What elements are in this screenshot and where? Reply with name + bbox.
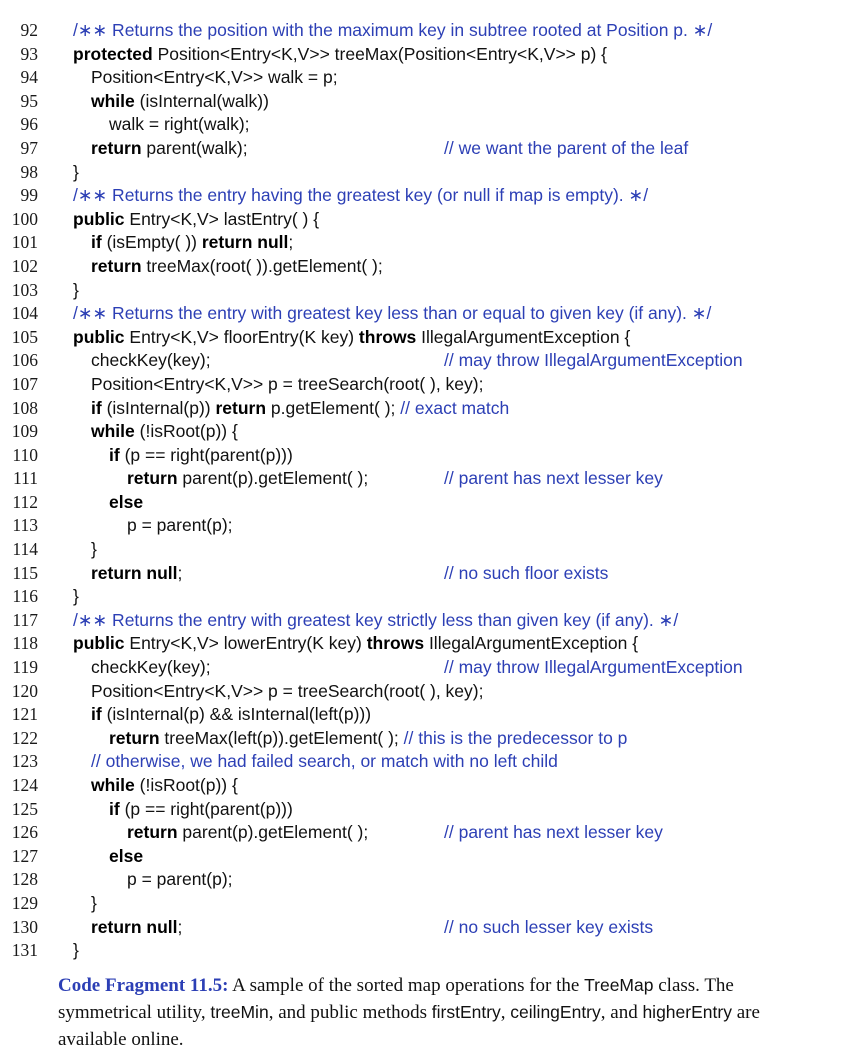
keyword: while	[91, 421, 135, 442]
code-line	[0, 91, 861, 115]
keyword: return	[91, 255, 142, 276]
comment: // exact match	[400, 397, 510, 418]
line-number: 116	[12, 586, 38, 607]
line-number: 93	[20, 43, 38, 64]
caption-text: , and public methods	[268, 1002, 432, 1023]
keyword: return	[127, 822, 178, 843]
caption-text: ,	[500, 1002, 511, 1023]
line-number: 102	[11, 255, 38, 276]
line-number: 123	[11, 751, 38, 772]
code-line	[0, 940, 861, 964]
code-text	[109, 799, 293, 820]
code-line	[0, 633, 861, 657]
line-number: 120	[11, 680, 38, 701]
keyword: return null	[91, 916, 178, 937]
code-text	[91, 539, 97, 560]
caption-text: are available online.	[58, 1002, 760, 1050]
caption-util-name: treeMin	[210, 1002, 269, 1022]
keyword: public	[73, 633, 125, 654]
code-token: treeMax(left(p)).getElement( );	[159, 727, 404, 748]
code-line	[0, 209, 861, 233]
line-number: 131	[11, 940, 38, 961]
code-line	[0, 468, 861, 492]
code-line	[0, 256, 861, 280]
code-text	[91, 374, 483, 395]
line-number: 114	[12, 539, 38, 560]
keyword: return null	[201, 232, 289, 253]
code-line	[0, 232, 861, 256]
code-line	[0, 775, 861, 799]
line-number: 117	[12, 609, 38, 630]
code-text	[91, 67, 338, 88]
caption-text: A sample of the sorted map operations for the	[228, 975, 585, 996]
line-number: 107	[11, 373, 38, 394]
code-line	[0, 893, 861, 917]
code-token: ;	[288, 232, 294, 253]
code-text	[91, 91, 269, 112]
code-line	[0, 563, 861, 587]
code-line	[0, 846, 861, 870]
line-number: 126	[11, 822, 38, 843]
code-text	[91, 751, 558, 772]
keyword: return null	[91, 562, 178, 583]
line-number: 119	[12, 657, 38, 678]
code-text	[91, 350, 211, 371]
code-token: p.getElement( );	[266, 397, 401, 418]
code-text	[73, 940, 79, 961]
code-line	[0, 114, 861, 138]
code-line	[0, 445, 861, 469]
keyword: throws	[358, 326, 417, 347]
line-number: 99	[20, 185, 38, 206]
code-text	[91, 421, 238, 442]
code-line	[0, 67, 861, 91]
line-number: 118	[12, 633, 38, 654]
keyword: return	[109, 727, 160, 748]
code-text	[91, 775, 238, 796]
code-line	[0, 657, 861, 681]
code-text	[109, 445, 293, 466]
code-token: }	[73, 279, 79, 300]
code-line	[0, 610, 861, 634]
code-line	[0, 327, 861, 351]
code-token: treeMax(root( )).getElement( );	[141, 255, 383, 276]
trailing-comment: // may throw IllegalArgumentException	[444, 657, 743, 678]
code-text	[91, 232, 293, 253]
line-number: 127	[11, 845, 38, 866]
code-token: p = parent(p);	[127, 515, 233, 536]
code-token: Position<Entry<K,V>> treeMax(Position<Entry<K,V>> p) {	[152, 43, 608, 64]
code-token: ;	[177, 562, 183, 583]
comment: // this is the predecessor to p	[403, 727, 628, 748]
code-token: (isInternal(walk))	[134, 90, 269, 111]
code-line	[0, 539, 861, 563]
keyword: return	[127, 468, 178, 489]
code-token: (p == right(parent(p)))	[119, 444, 293, 465]
code-text	[91, 256, 383, 277]
line-number: 98	[20, 161, 38, 182]
code-line	[0, 917, 861, 941]
code-line	[0, 185, 861, 209]
keyword: while	[91, 775, 135, 795]
line-number: 97	[20, 137, 38, 158]
code-token: Position<Entry<K,V>> p = treeSearch(root( ), key);	[91, 373, 484, 394]
code-token: (isEmpty( ))	[101, 232, 202, 253]
code-token: parent(walk);	[141, 137, 248, 158]
code-line	[0, 162, 861, 186]
code-token: IllegalArgumentException {	[424, 633, 639, 654]
code-line	[0, 138, 861, 162]
line-number: 128	[11, 869, 38, 890]
code-text	[73, 303, 711, 324]
comment: /∗∗ Returns the position with the maximum key in subtree rooted at Position p. ∗/	[73, 20, 713, 40]
code-line	[0, 374, 861, 398]
comment: /∗∗ Returns the entry with greatest key strictly less than given key (if any). ∗/	[73, 609, 679, 630]
code-line	[0, 398, 861, 422]
keyword: protected	[73, 43, 153, 64]
code-text	[109, 492, 143, 513]
code-line	[0, 421, 861, 445]
keyword: return	[91, 137, 142, 158]
code-line	[0, 869, 861, 893]
line-number: 110	[12, 444, 38, 465]
code-text	[91, 917, 182, 938]
line-number: 130	[11, 916, 38, 937]
code-text	[91, 681, 483, 702]
trailing-comment: // may throw IllegalArgumentException	[444, 350, 743, 371]
line-number: 95	[20, 90, 38, 111]
caption-title: Code Fragment 11.5:	[58, 975, 229, 996]
keyword: public	[73, 326, 125, 347]
code-line	[0, 350, 861, 374]
keyword: throws	[366, 633, 425, 654]
code-text	[91, 138, 248, 159]
code-token: p = parent(p);	[127, 869, 233, 890]
code-text	[91, 704, 371, 725]
code-text	[109, 846, 143, 867]
code-text	[127, 822, 368, 843]
line-number: 112	[12, 491, 38, 512]
code-text	[73, 633, 638, 654]
caption-method-name: firstEntry	[431, 1002, 501, 1022]
code-token: checkKey(key);	[91, 657, 211, 678]
code-line	[0, 586, 861, 610]
line-number: 108	[11, 397, 38, 418]
code-line	[0, 492, 861, 516]
code-token: parent(p).getElement( );	[177, 468, 369, 489]
code-text	[127, 515, 233, 536]
code-line	[0, 681, 861, 705]
code-token: (!isRoot(p)) {	[134, 775, 238, 795]
code-text	[73, 280, 79, 301]
line-number: 125	[11, 798, 38, 819]
code-text	[73, 185, 648, 206]
code-text	[73, 327, 630, 348]
code-token: checkKey(key);	[91, 350, 211, 371]
keyword: return	[215, 397, 267, 418]
code-token: walk = right(walk);	[109, 114, 250, 135]
code-text	[127, 468, 368, 489]
line-number: 124	[11, 775, 38, 795]
code-token: Entry<K,V> lowerEntry(K key)	[124, 633, 367, 654]
line-number: 111	[13, 468, 38, 489]
line-number: 104	[11, 303, 38, 324]
code-line	[0, 280, 861, 304]
line-number: 129	[11, 892, 38, 913]
code-token: }	[73, 586, 79, 607]
code-text	[73, 44, 607, 65]
trailing-comment: // parent has next lesser key	[444, 822, 663, 843]
keyword: public	[73, 208, 125, 229]
keyword: if	[91, 232, 102, 253]
code-token: (isInternal(p))	[101, 397, 216, 418]
code-text	[109, 728, 627, 749]
code-text	[127, 869, 233, 890]
code-token: (p == right(parent(p)))	[119, 798, 293, 819]
code-line	[0, 515, 861, 539]
keyword: if	[109, 798, 120, 819]
line-number: 113	[12, 515, 38, 536]
code-token: ;	[177, 916, 183, 937]
code-token: Position<Entry<K,V>> p = treeSearch(root( ), key);	[91, 680, 484, 701]
caption-text: class. The symmetrical utility,	[58, 975, 734, 1023]
code-token: Entry<K,V> floorEntry(K key)	[124, 326, 359, 347]
code-text	[73, 209, 319, 230]
caption-method-name: higherEntry	[642, 1002, 732, 1022]
keyword: if	[109, 444, 120, 465]
code-token: (isInternal(p) && isInternal(left(p)))	[101, 704, 372, 725]
keyword: if	[91, 397, 102, 418]
code-token: parent(p).getElement( );	[177, 822, 369, 843]
code-text	[73, 162, 79, 183]
code-text	[73, 610, 678, 631]
trailing-comment: // parent has next lesser key	[444, 468, 663, 489]
code-line	[0, 303, 861, 327]
code-token: }	[73, 161, 79, 182]
code-line	[0, 822, 861, 846]
line-number: 115	[12, 562, 38, 583]
line-number: 103	[11, 279, 38, 300]
code-token: }	[91, 892, 97, 913]
code-caption	[58, 972, 798, 1053]
code-token: Entry<K,V> lastEntry( ) {	[124, 208, 320, 229]
comment: /∗∗ Returns the entry with greatest key less than or equal to given key (if any). ∗/	[73, 303, 712, 324]
line-number: 94	[20, 67, 38, 88]
code-token: }	[73, 940, 79, 961]
code-text	[91, 398, 509, 419]
line-number: 106	[11, 350, 38, 371]
code-text	[73, 20, 712, 41]
comment: // otherwise, we had failed search, or match with no left child	[91, 751, 558, 772]
line-number: 109	[11, 421, 38, 442]
line-number: 105	[11, 326, 38, 347]
code-text	[91, 893, 97, 914]
code-line	[0, 751, 861, 775]
caption-class-name: TreeMap	[584, 975, 654, 995]
trailing-comment: // no such floor exists	[444, 562, 609, 583]
line-number: 121	[11, 704, 38, 725]
keyword: if	[91, 704, 102, 725]
code-text	[91, 657, 211, 678]
keyword: while	[91, 90, 135, 111]
line-number: 92	[20, 20, 38, 40]
code-token: }	[91, 539, 97, 560]
code-line	[0, 799, 861, 823]
code-line	[0, 20, 861, 44]
code-line	[0, 728, 861, 752]
comment: /∗∗ Returns the entry having the greatest key (or null if map is empty). ∗/	[73, 185, 649, 206]
line-number: 100	[11, 208, 38, 229]
code-token: IllegalArgumentException {	[416, 326, 631, 347]
code-listing	[0, 20, 861, 964]
code-text	[109, 114, 250, 135]
line-number: 101	[11, 232, 38, 253]
line-number: 96	[20, 114, 38, 135]
caption-text: , and	[600, 1002, 643, 1023]
code-line	[0, 44, 861, 68]
code-text	[91, 563, 182, 584]
code-line	[0, 704, 861, 728]
keyword: else	[109, 845, 144, 866]
keyword: else	[109, 491, 144, 512]
caption-method-name: ceilingEntry	[510, 1002, 601, 1022]
code-token: Position<Entry<K,V>> walk = p;	[91, 67, 338, 88]
trailing-comment: // we want the parent of the leaf	[444, 137, 689, 158]
code-token: (!isRoot(p)) {	[134, 421, 238, 442]
code-text	[73, 586, 79, 607]
line-number: 122	[11, 727, 38, 748]
trailing-comment: // no such lesser key exists	[444, 916, 654, 937]
